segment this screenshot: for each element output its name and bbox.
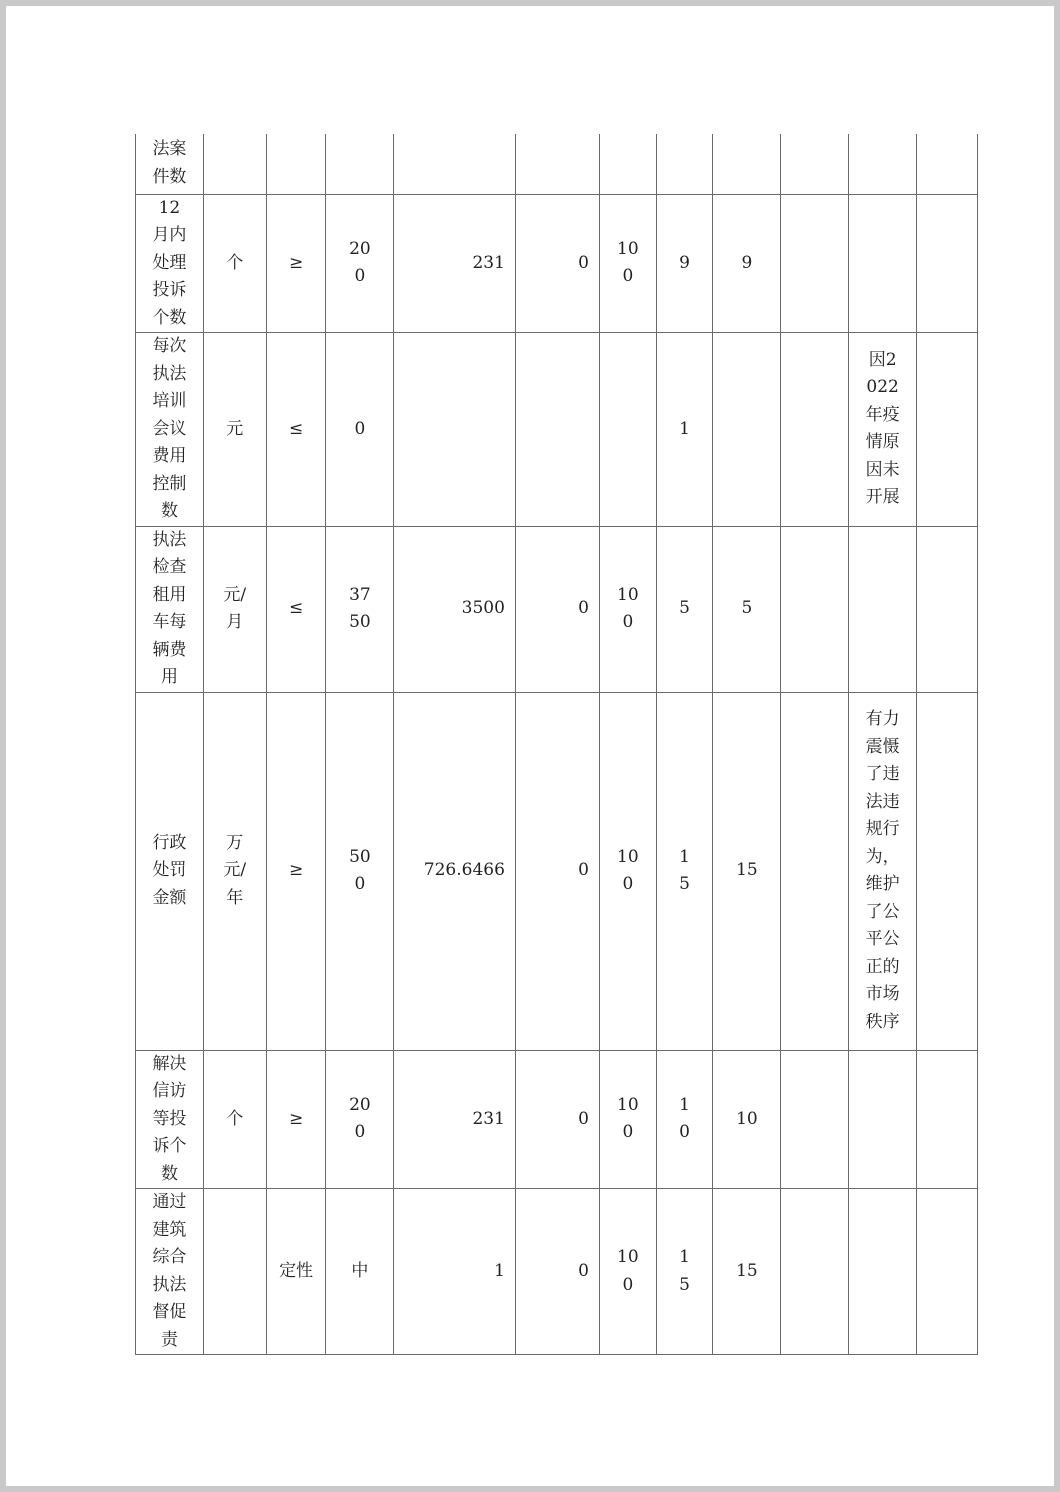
cell-text: 100	[617, 584, 639, 632]
cell-name	[136, 1050, 204, 1189]
cell-score-full	[600, 194, 657, 333]
cell-actual: 726.6466	[394, 692, 516, 1050]
cell-score: 15	[713, 692, 781, 1050]
cell-score-full	[600, 1050, 657, 1189]
cell-text: 200	[349, 1094, 371, 1143]
cell-score	[713, 134, 781, 194]
cell-op	[266, 333, 326, 527]
cell-unit	[203, 692, 266, 1050]
table-row	[136, 1050, 978, 1189]
cell-score: 15	[713, 1189, 781, 1355]
cell-weight	[656, 1050, 713, 1189]
cell-score: 5	[713, 526, 781, 692]
cell-actual	[394, 333, 516, 527]
cell-note	[849, 1050, 917, 1189]
cell-score-full	[600, 134, 657, 194]
cell-unit	[203, 526, 266, 692]
cell-score-full	[600, 526, 657, 692]
cell-op	[266, 1189, 326, 1355]
cell-unit	[203, 333, 266, 527]
cell-text: 100	[617, 1247, 639, 1295]
cell-weight	[656, 526, 713, 692]
cell-name	[136, 134, 204, 194]
cell-text: 元	[226, 418, 244, 439]
cell-note	[849, 134, 917, 194]
cell-op	[266, 692, 326, 1050]
table-row	[136, 1189, 978, 1355]
cell-text: 解决信访等投诉个数	[152, 1053, 187, 1184]
cell-c9	[781, 333, 849, 527]
cell-text: 100	[617, 846, 639, 894]
cell-actual: 231	[394, 194, 516, 333]
cell-note	[849, 1189, 917, 1355]
cell-target	[326, 194, 394, 333]
cell-name	[136, 526, 204, 692]
cell-actual	[394, 134, 516, 194]
cell-target	[326, 1189, 394, 1355]
cell-score-full	[600, 1189, 657, 1355]
cell-text: ≤	[288, 598, 304, 619]
cell-text: ≥	[288, 252, 304, 273]
cell-target	[326, 1050, 394, 1189]
cell-text: 法案件数	[152, 139, 187, 187]
cell-name	[136, 194, 204, 333]
cell-text: 元/月	[223, 584, 247, 632]
cell-target	[326, 134, 394, 194]
cell-weight	[656, 194, 713, 333]
cell-text: 500	[349, 846, 371, 894]
cell-c9	[781, 692, 849, 1050]
cell-actual: 231	[394, 1050, 516, 1189]
cell-score: 10	[713, 1050, 781, 1189]
cell-note	[849, 333, 917, 527]
cell-c5: 0	[515, 194, 599, 333]
cell-c11	[917, 333, 978, 527]
cell-c5: 0	[515, 1050, 599, 1189]
cell-text: 3750	[349, 584, 371, 632]
cell-note	[849, 194, 917, 333]
cell-c11	[917, 526, 978, 692]
cell-c11	[917, 1050, 978, 1189]
cell-c9	[781, 526, 849, 692]
performance-indicator-table	[135, 134, 978, 1355]
cell-text: 12月内处理投诉个数	[152, 197, 187, 328]
table-row	[136, 526, 978, 692]
document-page	[6, 6, 1054, 1486]
cell-text: ≥	[288, 1108, 304, 1129]
cell-text: 执法检查租用车每辆费用	[152, 529, 187, 687]
cell-c5: 0	[515, 692, 599, 1050]
cell-op	[266, 194, 326, 333]
cell-text: 15	[679, 1247, 690, 1295]
cell-target	[326, 333, 394, 527]
cell-actual: 1	[394, 1189, 516, 1355]
cell-op	[266, 526, 326, 692]
cell-text: 9	[679, 252, 690, 273]
table-row	[136, 134, 978, 194]
cell-text: 通过建筑综合执法督促责	[152, 1192, 187, 1350]
cell-unit	[203, 1050, 266, 1189]
cell-text: 每次执法培训会议费用控制数	[152, 336, 187, 521]
cell-c11	[917, 194, 978, 333]
cell-name	[136, 333, 204, 527]
cell-score: 9	[713, 194, 781, 333]
cell-score	[713, 333, 781, 527]
cell-c5	[515, 134, 599, 194]
cell-score-full	[600, 692, 657, 1050]
cell-text: 0	[354, 418, 366, 439]
cell-unit	[203, 194, 266, 333]
cell-weight	[656, 1189, 713, 1355]
cell-text: 200	[349, 238, 371, 287]
cell-c9	[781, 1189, 849, 1355]
cell-text: 100	[617, 238, 639, 287]
cell-text: 因2022年疫情原因未开展	[865, 349, 900, 508]
table-row	[136, 194, 978, 333]
cell-text: 定性	[279, 1260, 314, 1281]
cell-c9	[781, 1050, 849, 1189]
cell-op	[266, 134, 326, 194]
cell-text: 中	[351, 1260, 369, 1281]
cell-weight	[656, 333, 713, 527]
cell-name	[136, 692, 204, 1050]
cell-c11	[917, 134, 978, 194]
cell-target	[326, 692, 394, 1050]
cell-text: 个	[226, 1108, 244, 1129]
cell-target	[326, 526, 394, 692]
cell-text: ≥	[288, 860, 304, 881]
cell-c11	[917, 692, 978, 1050]
cell-text: 15	[679, 846, 690, 894]
cell-text: 个	[226, 252, 244, 273]
cell-text: ≤	[288, 418, 304, 439]
cell-weight	[656, 692, 713, 1050]
cell-note	[849, 526, 917, 692]
cell-c5: 0	[515, 526, 599, 692]
cell-text: 有力震慑了违法违规行为，维护了公平公正的市场秩序	[865, 709, 900, 1032]
cell-text: 5	[679, 598, 690, 619]
table-row	[136, 333, 978, 527]
table-row	[136, 692, 978, 1050]
cell-c5: 0	[515, 1189, 599, 1355]
cell-unit	[203, 134, 266, 194]
cell-op	[266, 1050, 326, 1189]
cell-name	[136, 1189, 204, 1355]
cell-c5	[515, 333, 599, 527]
cell-text: 1	[679, 418, 690, 439]
cell-actual: 3500	[394, 526, 516, 692]
cell-c9	[781, 134, 849, 194]
cell-c9	[781, 194, 849, 333]
cell-text: 万元/年	[223, 832, 247, 908]
cell-c11	[917, 1189, 978, 1355]
cell-text: 100	[617, 1094, 639, 1143]
cell-score-full	[600, 333, 657, 527]
cell-unit	[203, 1189, 266, 1355]
cell-text: 行政处罚金额	[152, 832, 187, 908]
cell-note	[849, 692, 917, 1050]
cell-text: 10	[679, 1094, 690, 1143]
cell-weight	[656, 134, 713, 194]
